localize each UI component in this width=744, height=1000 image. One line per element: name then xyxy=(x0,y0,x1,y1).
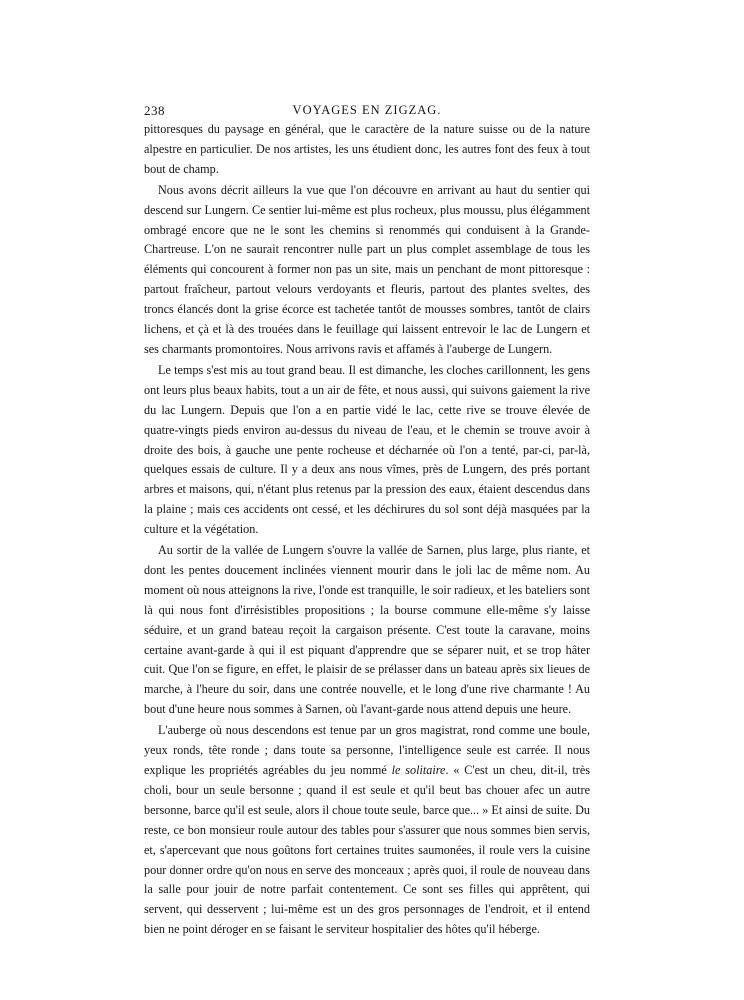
game-name-italic: le solitaire xyxy=(391,763,446,777)
book-page xyxy=(144,100,590,940)
paragraph-sarnen-valley: Au sortir de la vallée de Lungern s'ouvre la vallée de Sarnen, plus large, plus riante, et dont les pentes doucement inclinées viennent mourir dans le joli lac de même nom. Au moment où nous atteignons la rive, l'onde est tranquille, le soir radieux, et les bateliers sont là qui nous font d'irrésistibles propositions ; la bourse commune elle-même s'y laisse séduire, et un grand bateau reçoit la cargaison présente. C'est toute la caravane, moins certaine avant-garde à qui il est piquant d'apprendre que se séparer nuit, et se trop hâter cuit. Que l'on se figure, en effet, le plaisir de se prélasser dans un bateau après six lieues de marche, à l'heure du soir, dans une contrée nouvelle, et le long d'une rive charmante ! Au bout d'une heure nous sommes à Sarnen, où l'avant-garde nous attend depuis une heure. xyxy=(144,543,590,717)
body-text xyxy=(144,120,590,940)
paragraph-lungern-path: Nous avons décrit ailleurs la vue que l'on découvre en arrivant au haut du sentier qui descend sur Lungern. Ce sentier lui-même est plus rocheux, plus moussu, plus élégamment ombragé encore que ne le sont les chemins si renommés qui conduisent à la Grande-Chartreuse. L'on ne saurait rencontrer nulle part un plus complet assemblage de tous les éléments qui concourent à former non pas un site, mais un penchant de mont pittoresque : partout fraîcheur, partout velours verdoyants et fleuris, partout des plantes sveltes, des troncs élancés dont la grise écorce est tachetée tantôt de mousses sombres, tantôt de clairs lichens, et çà et là des trouées dans le feuillage qui laissent entrevoir le lac de Lungern et ses charmants promontoires. Nous arrivons ravis et affamés à l'auberge de Lungern. xyxy=(144,182,590,356)
page-number: 238 xyxy=(144,103,165,118)
paragraph-continuation: pittoresques du paysage en général, que le caractère de la nature suisse ou de la nature alpestre en particulier. De nos artistes, les uns étudient donc, les autres font des feux à tout bout de champ. xyxy=(144,122,590,176)
paragraph-lake-lungern: Le temps s'est mis au tout grand beau. Il est dimanche, les cloches carillonnent, les gens ont leurs plus beaux habits, tout a un air de fête, et nous aussi, qui suivons gaiement la rive du lac Lungern. Depuis que l'on a en partie vidé le lac, cette rive se trouve élevée de quatre-vingts pieds environ au-dessus du niveau de l'eau, et le chemin se trouve avoir à droite des bois, à gauche une pente rocheuse et décharnée où l'on a tenté, par-ci, par-là, quelques essais de culture. Il y a deux ans nous vîmes, près de Lungern, des prés portant arbres et maisons, qui, n'étant plus retenus par la pression des eaux, étaient descendus dans la plaine ; mais ces accidents ont cessé, et les déchirures du sol sont déjà masquées par la culture et la végétation. xyxy=(144,362,590,537)
paragraph-auberge-text-after: . « C'est un cheu, dit-il, très choli, bour un seule bersonne ; quand il est seule et qu'il beut bas chouer afec un autre bersonne, barce qu'il est seule, alors il choue toute seule, barce que... » Et ainsi de suite. Du reste, ce bon monsieur roule autour des tables pour s'assurer que nous sommes bien servis, et, s'apercevant que nous goûtons fort certaines truites saumonées, il roule vers la cuisine pour donner ordre qu'on nous en serve des monceaux ; après quoi, il roule de nouveau dans la salle pour jouir de notre parfait contentement. Ce sont ses filles qui apprêtent, qui servent, qui desservent ; lui-même est un des gros personnages de l'endroit, et il entend bien ne point déroger en se faisant le serviteur hospitalier des hôtes qu'il héberge. xyxy=(144,763,590,937)
running-head xyxy=(144,100,590,120)
paragraph-auberge xyxy=(144,721,590,940)
running-title: VOYAGES EN ZIGZAG. xyxy=(292,103,442,117)
paragraph-auberge-text-before: L'auberge où nous descendons est tenue par un gros magistrat, rond comme une boule, yeux ronds, tête ronde ; dans toute sa personne, l'intelligence seule est carrée. Il nous explique les propriétés agréables du jeu nommé xyxy=(144,723,590,777)
